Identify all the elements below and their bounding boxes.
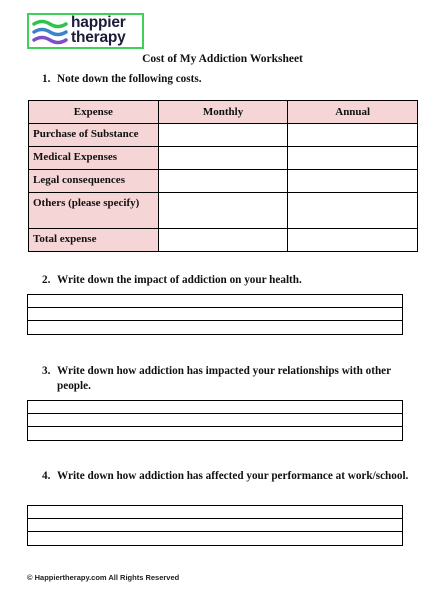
table-row: [29, 147, 418, 170]
question-number: 4.: [42, 470, 51, 482]
monthly-cell[interactable]: [158, 170, 288, 193]
question-text: Write down how addiction has impacted your relationships with other people.: [57, 365, 391, 392]
logo-wordmark: [71, 15, 126, 45]
logo-line-1: happier: [71, 14, 126, 31]
answer-lines-2[interactable]: [27, 294, 403, 335]
copyright-footer: © Happiertherapy.com All Rights Reserved: [27, 573, 180, 582]
table-row: [29, 124, 418, 147]
header-monthly: Monthly: [158, 101, 288, 124]
monthly-cell[interactable]: [158, 193, 288, 229]
question-text: Note down the following costs.: [57, 73, 202, 85]
logo-line-2: therapy: [71, 29, 126, 46]
table-header-row: [29, 101, 418, 124]
monthly-cell[interactable]: [158, 147, 288, 170]
worksheet-title: Cost of My Addiction Worksheet: [142, 53, 303, 65]
table-row: [29, 170, 418, 193]
header-annual: Annual: [288, 101, 418, 124]
happier-therapy-logo: [27, 13, 144, 49]
row-label: Legal consequences: [29, 170, 159, 193]
annual-cell[interactable]: [288, 170, 418, 193]
table-row: [29, 229, 418, 252]
row-label: Purchase of Substance: [29, 124, 159, 147]
header-expense: Expense: [29, 101, 159, 124]
annual-cell[interactable]: [288, 147, 418, 170]
answer-lines-4[interactable]: [27, 505, 403, 546]
row-label: Others (please specify): [29, 193, 159, 229]
monthly-cell[interactable]: [158, 229, 288, 252]
question-text: Write down the impact of addiction on your health.: [57, 274, 302, 286]
table-row: [29, 193, 418, 229]
logo-waves-icon: [32, 18, 68, 46]
row-label: Medical Expenses: [29, 147, 159, 170]
question-number: 1.: [42, 73, 51, 85]
answer-lines-3[interactable]: [27, 400, 403, 441]
annual-cell[interactable]: [288, 124, 418, 147]
row-label: Total expense: [29, 229, 159, 252]
annual-cell[interactable]: [288, 229, 418, 252]
question-number: 2.: [42, 274, 51, 286]
annual-cell[interactable]: [288, 193, 418, 229]
question-text: Write down how addiction has affected your performance at work/school.: [57, 470, 409, 482]
cost-table: [28, 100, 418, 252]
monthly-cell[interactable]: [158, 124, 288, 147]
question-number: 3.: [42, 365, 51, 377]
